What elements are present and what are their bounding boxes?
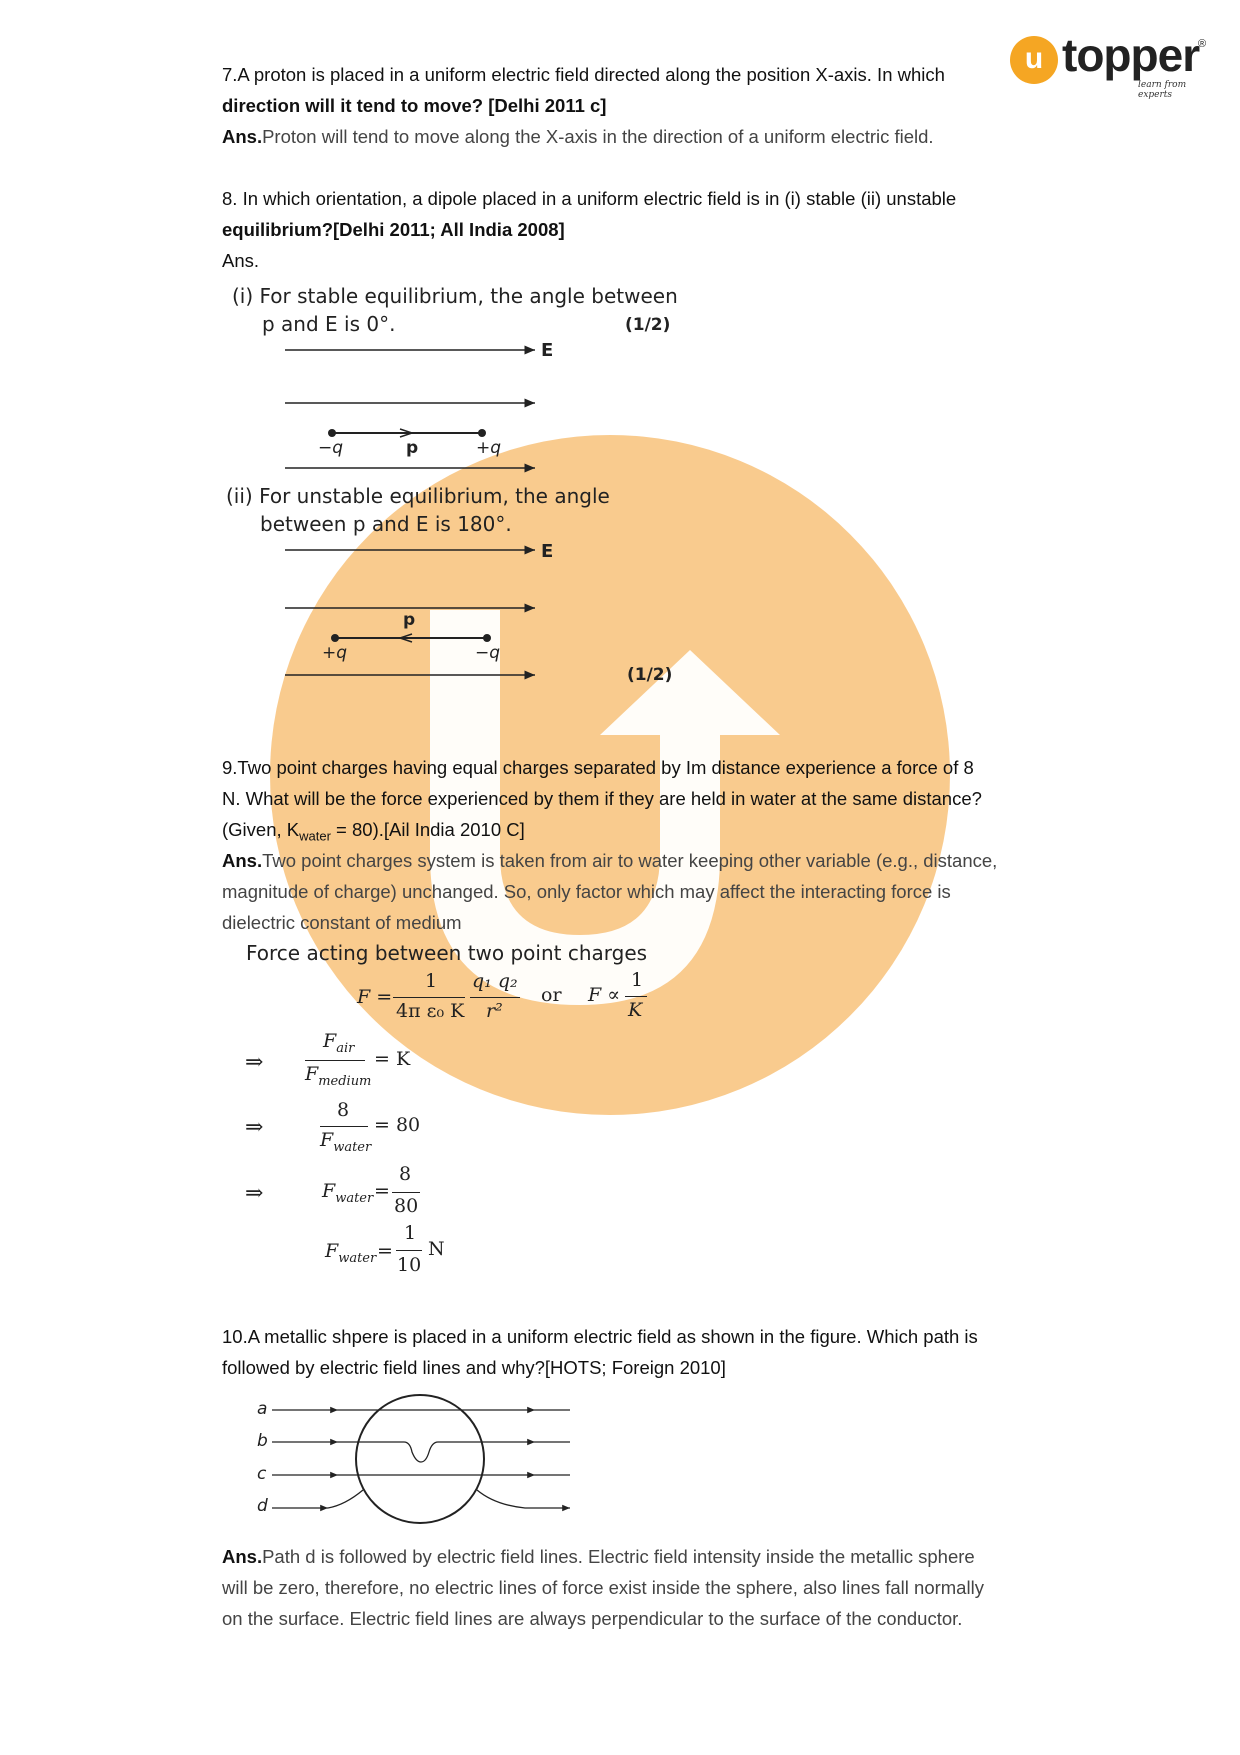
path-label-b: b bbox=[257, 1431, 268, 1451]
step3-frac-line bbox=[392, 1192, 420, 1193]
step4-unit: N bbox=[428, 1238, 445, 1260]
step1-num: $F_{air}$ bbox=[323, 1030, 355, 1056]
q7-answer-text: Proton will tend to move along the X-axis in the direction of a uniform electric field. bbox=[262, 126, 934, 147]
metallic-sphere bbox=[356, 1395, 484, 1523]
q9-answer bbox=[222, 845, 997, 938]
step2-den: $F_{water}$ bbox=[320, 1129, 372, 1155]
step4-frac-line bbox=[396, 1250, 422, 1251]
q8-ans-label: Ans. bbox=[222, 250, 260, 271]
step3-eq: = bbox=[374, 1180, 390, 1202]
implies-1: ⇒ bbox=[245, 1050, 264, 1075]
step2-rhs: = 80 bbox=[374, 1114, 421, 1136]
brand-logo bbox=[1010, 30, 1210, 100]
q8-question-line1: 8. In which orientation, a dipole placed in a uniform electric field is in (i) stable (ii) unstable bbox=[222, 188, 957, 209]
q8-neg-q2: −q bbox=[475, 643, 501, 663]
q7-question-line2: direction will it tend to move? [Delhi 2011 c] bbox=[222, 95, 607, 116]
negative-charge bbox=[328, 429, 336, 437]
q8-mark1: (1/2) bbox=[625, 315, 671, 335]
q7-question bbox=[222, 59, 945, 121]
q8-fig-i-line1: (i) For stable equilibrium, the angle between bbox=[232, 284, 678, 308]
step3-den: 80 bbox=[394, 1195, 419, 1217]
q10-answer bbox=[222, 1541, 984, 1634]
step4-lhs: $F_{water}$ bbox=[325, 1240, 377, 1266]
q8-question bbox=[222, 183, 956, 245]
step4-den: 10 bbox=[397, 1254, 422, 1276]
q10-question-line2: followed by electric field lines and why?[HOTS; Foreign 2010] bbox=[222, 1357, 726, 1378]
step4-eq: = bbox=[377, 1240, 393, 1262]
eq-num1: 1 bbox=[425, 970, 438, 992]
eq-frac-line2 bbox=[470, 997, 520, 998]
q8-E2: E bbox=[541, 541, 554, 562]
path-d-line bbox=[477, 1490, 570, 1508]
step1-frac-line bbox=[305, 1060, 365, 1061]
path-b-line bbox=[338, 1442, 535, 1462]
q9-question-line1: 9.Two point charges having equal charges separated by Im distance experience a force of 8 bbox=[222, 757, 974, 778]
q9-answer-line3: dielectric constant of medium bbox=[222, 912, 462, 933]
q9-fig-heading: Force acting between two point charges bbox=[246, 941, 648, 965]
q7-answer bbox=[222, 121, 934, 152]
q8-E1: E bbox=[541, 340, 554, 361]
step3-num: 8 bbox=[399, 1163, 412, 1185]
eq-or: or bbox=[541, 984, 562, 1006]
logo-mark: u bbox=[1010, 36, 1058, 84]
q9-question-line3-b: = 80).[Ail India 2010 C] bbox=[330, 819, 525, 840]
positive-charge bbox=[478, 429, 486, 437]
q8-fig-ii-line2: between p and E is 180°. bbox=[260, 512, 512, 536]
logo-wordmark: topper bbox=[1062, 29, 1200, 81]
q10-answer-line3: on the surface. Electric field lines are always perpendicular to the surface of the conductor. bbox=[222, 1608, 963, 1629]
q8-mark2: (1/2) bbox=[627, 665, 673, 685]
q8-p1: p bbox=[406, 438, 419, 458]
q9-answer-line2: magnitude of charge) unchanged. So, only factor which may affect the interacting force is bbox=[222, 881, 951, 902]
q9-ans-label: Ans. bbox=[222, 850, 263, 871]
logo-registered: ® bbox=[1198, 38, 1207, 50]
path-label-c: c bbox=[257, 1464, 267, 1484]
eq-frac-line3 bbox=[625, 996, 647, 997]
q10-answer-line1: Path d is followed by electric field lines. Electric field intensity inside the metallic sphere bbox=[262, 1546, 975, 1567]
eq-den3: K bbox=[628, 999, 643, 1021]
q8-pos-q2: +q bbox=[322, 643, 348, 663]
implies-2: ⇒ bbox=[245, 1115, 264, 1140]
q10-question-line1: 10.A metallic shpere is placed in a uniform electric field as shown in the figure. Which path is bbox=[222, 1326, 978, 1347]
eq-prop: F ∝ bbox=[588, 984, 621, 1006]
q8-p2: p bbox=[403, 610, 416, 630]
eq-den2: r² bbox=[486, 1000, 503, 1022]
step1-rhs: = K bbox=[374, 1048, 411, 1070]
q10-answer-line2: will be zero, therefore, no electric lines of force exist inside the sphere, also lines fall normally bbox=[222, 1577, 984, 1598]
q8-question-line2: equilibrium?[Delhi 2011; All India 2008] bbox=[222, 219, 565, 240]
path-label-d: d bbox=[257, 1496, 268, 1516]
step4-num: 1 bbox=[404, 1222, 417, 1244]
q8-fig-i-line2: p and E is 0°. bbox=[262, 312, 396, 336]
logo-tagline: learn from experts bbox=[1138, 80, 1187, 100]
step1-den: $F_{medium}$ bbox=[305, 1063, 372, 1089]
eq-num2: q₁ q₂ bbox=[472, 970, 518, 992]
path-d-line bbox=[328, 1490, 363, 1508]
q9-question bbox=[222, 752, 982, 852]
q7-question-line1: 7.A proton is placed in a uniform electric field directed along the position X-axis. In which bbox=[222, 64, 945, 85]
eq-F: F = bbox=[357, 986, 393, 1008]
step3-lhs: $F_{water}$ bbox=[322, 1180, 374, 1206]
q10-ans-label: Ans. bbox=[222, 1546, 263, 1567]
q9-question-line3-a: (Given, K bbox=[222, 819, 300, 840]
eq-frac-line1 bbox=[393, 997, 465, 998]
implies-3: ⇒ bbox=[245, 1181, 264, 1206]
q9-answer-line1: Two point charges system is taken from air to water keeping other variable (e.g., distance, bbox=[262, 850, 998, 871]
sphere-field-diagram bbox=[270, 1390, 580, 1530]
q10-question bbox=[222, 1321, 978, 1383]
q8-fig-ii-line1: (ii) For unstable equilibrium, the angle bbox=[226, 484, 610, 508]
eq-den1: 4π ε₀ K bbox=[396, 1000, 465, 1022]
negative-charge bbox=[483, 634, 491, 642]
positive-charge bbox=[331, 634, 339, 642]
step2-num: 8 bbox=[337, 1099, 350, 1121]
step2-frac-line bbox=[320, 1126, 368, 1127]
q8-pos-q1: +q bbox=[476, 438, 502, 458]
q8-neg-q1: −q bbox=[318, 438, 344, 458]
path-label-a: a bbox=[257, 1399, 268, 1419]
q9-question-line3-sub: water bbox=[299, 828, 331, 844]
q7-ans-label: Ans. bbox=[222, 126, 263, 147]
stable-dipole-diagram bbox=[280, 335, 580, 480]
q9-question-line2: N. What will be the force experienced by them if they are held in water at the same distance? bbox=[222, 788, 982, 809]
eq-num3: 1 bbox=[631, 969, 644, 991]
